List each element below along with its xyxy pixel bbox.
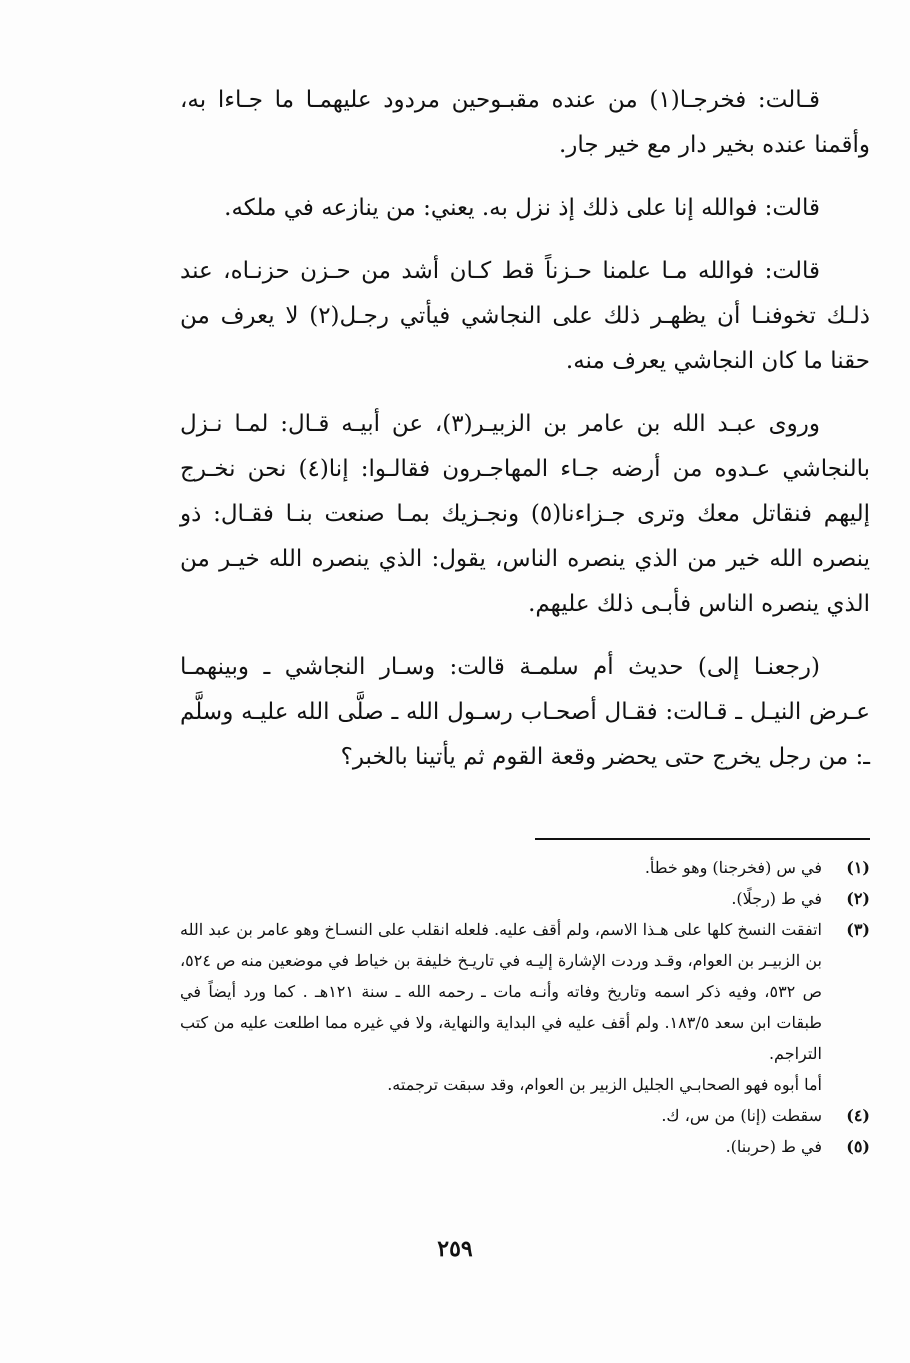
page-number: ٢٥٩ <box>437 1236 473 1262</box>
footnote-text <box>180 914 822 1100</box>
footnote-line: أما أبوه فهو الصحابـي الجليل الزبير بن العوام، وقد سبقت ترجمته. <box>387 1075 822 1094</box>
footnote-number: (٢) <box>846 889 870 908</box>
paragraph-4: وروى عبـد الله بن عامر بن الزبيـر(٣)، عن أبيـه قـال: لمـا نـزل بالنجاشي عـدوه من أرضه جـاء المهاجـرون فقالـوا: إنا(٤) نحن نخـرج إليهم فنقاتل معك وترى جـزاءنا(٥) ونجـزيك بمـا صنعت بنـا فقـال: ذو ينصره الله خير من الذي ينصره الناس، يقول: الذي ينصره الله خيـر من الذي ينصره الناس فأبـى ذلك عليهم. <box>180 411 871 617</box>
footnote-text: في ط (حربنا). <box>725 1137 822 1156</box>
footnotes <box>180 852 870 1162</box>
paragraph-2: قالت: فوالله إنا على ذلك إذ نزل به. يعني: من ينازعه في ملكه. <box>224 195 820 221</box>
footnote-number: (٣) <box>846 920 870 939</box>
paragraph-1: قـالت: فخرجـا(١) من عنده مقبـوحين مردود عليهمـا ما جـاءا به، وأقمنا عنده بخير دار مع خير جار. <box>180 87 870 158</box>
footnote-text: في ط (رجلًا). <box>731 889 822 908</box>
footnote-number: (٥) <box>846 1137 870 1156</box>
main-text <box>180 78 870 798</box>
footnote-4 <box>180 1100 870 1131</box>
footnote-divider <box>535 838 870 840</box>
footnote-line: اتفقت النسخ كلها على هـذا الاسم، ولم أقف عليه. فلعله انقلب على النسـاخ وهو عامر بن عبد الله بن الزبيـر بن العوام، وقـد وردت الإشارة إليـه في تاريـخ خليفة بن خياط في موضعين منه ص ٥٢٤، ص ٥٣٢، وفيه ذكر اسمه وتاريخ وفاته وأنـه مات ـ رحمه الله ـ سنة ١٢١هـ . كما ورد أيضاً في طبقات ابن سعد ١٨٣/٥. ولم أقف عليه في البداية والنهاية، ولا في غيره مما اطلعت عليه من كتب التراجم. <box>180 920 823 1063</box>
footnote-1 <box>180 852 870 883</box>
footnote-number: (١) <box>846 858 870 877</box>
footnote-5 <box>180 1131 870 1162</box>
paragraph-3: قالت: فوالله مـا علمنا حـزناً قط كـان أشد من حـزن حزنـاه، عند ذلـك تخوفنـا أن يظهـر ذلك على النجاشي فيأتي رجـل(٢) لا يعرف من حقنا ما كان النجاشي يعرف منه. <box>180 258 870 374</box>
footnote-number: (٤) <box>846 1106 870 1125</box>
footnote-2 <box>180 883 870 914</box>
footnote-text: في س (فخرجنا) وهو خطأ. <box>644 858 822 877</box>
paragraph-5: (رجعنـا إلى) حديث أم سلمـة قالت: وسـار النجاشي ـ وبينهمـا عـرض النيـل ـ قـالت: فقـال أصحـاب رسـول الله ـ صلَّى الله عليـه وسلَّم ـ: من رجل يخرج حتى يحضر وقعة القوم ثم يأتينا بالخبر؟ <box>180 654 870 770</box>
footnote-text: سقطت (إنا) من س، ك. <box>661 1106 822 1125</box>
footnote-3 <box>180 914 870 1100</box>
